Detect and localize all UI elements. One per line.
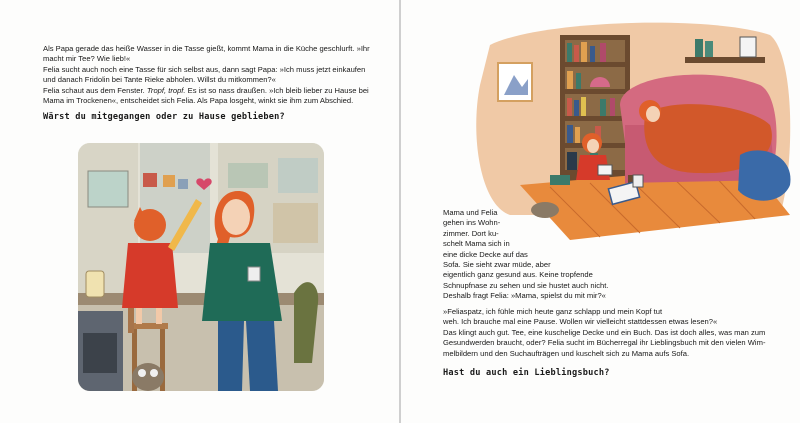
question-heading: Wärst du mitgegangen oder zu Hause geblieben? — [43, 112, 285, 122]
text-line: weh. Ich brauche mal eine Pause. Wollen wir vielleicht stattdessen etwas lesen?« — [443, 317, 718, 327]
text-line: Mama und Felia — [443, 208, 498, 217]
text-line: schelt Mama sich in — [443, 239, 510, 249]
text-line: eigentlich ganz gesund aus. Keine tropfende — [443, 270, 593, 280]
text-line: macht mir Tee? Wie lieb!« — [43, 54, 131, 64]
text-line: Sofa. Sie sieht zwar müde, aber — [443, 260, 551, 270]
paragraph-3 — [443, 307, 793, 359]
text-line: Felia schaut aus dem Fenster. Tropf, tropf. Es ist so nass draußen. »Ich bleib lieber zu Hause bei — [43, 86, 369, 95]
question-heading: Hast du auch ein Lieblingsbuch? — [443, 368, 610, 378]
text-line: Mama im Trockenen«, entscheidet sich Felia. Als Papa losgeht, winkt sie ihm zum Abschied. — [43, 96, 354, 106]
text-line: zimmer. Dort ku- — [443, 228, 499, 238]
text-line: Das klingt auch gut. Tee, eine kuschelige Decke und ein Buch. Das ist doch alles, was man zum — [443, 327, 766, 337]
left-page — [0, 0, 399, 423]
wrapped-paragraph — [443, 208, 633, 302]
text-line: Felia sucht auch noch eine Tasse für sich selbst aus, dann sagt Papa: »Ich muss jetzt einkaufen — [43, 64, 366, 74]
text-line: eine dicke Decke auf das — [443, 249, 528, 259]
text-line: melbildern und den Suchaufträgen und kuschelt sich zu Mama aufs Sofa. — [443, 348, 690, 358]
onomatopoeia: Tropf, tropf. — [146, 86, 186, 95]
right-page — [401, 0, 800, 423]
text-line: gehen ins Wohn- — [443, 218, 501, 228]
kitchen-illustration — [78, 143, 324, 391]
text-line: Gesundwerden braucht, oder? Felia sucht im Bücherregal ihr Lieblingsbuch mit den vielen Wim- — [443, 338, 766, 348]
text-line: Deshalb fragt Felia: »Mama, spielst du mit mir?« — [443, 291, 606, 301]
paragraph-2 — [43, 86, 373, 107]
text-line: Als Papa gerade das heiße Wasser in die Tasse gießt, kommt Mama in die Küche geschlurft. »Ihr — [43, 44, 370, 53]
text-line: Schnupfnase zu sehen und sie hustet auch nicht. — [443, 280, 609, 290]
paragraph-1 — [43, 44, 373, 86]
text-line: und danach Fridolin bei Tante Rieke abholen. Willst du mitkommen?« — [43, 75, 276, 85]
text-line: »Feliaspatz, ich fühle mich heute ganz schlapp und mein Kopf tut — [443, 307, 663, 316]
